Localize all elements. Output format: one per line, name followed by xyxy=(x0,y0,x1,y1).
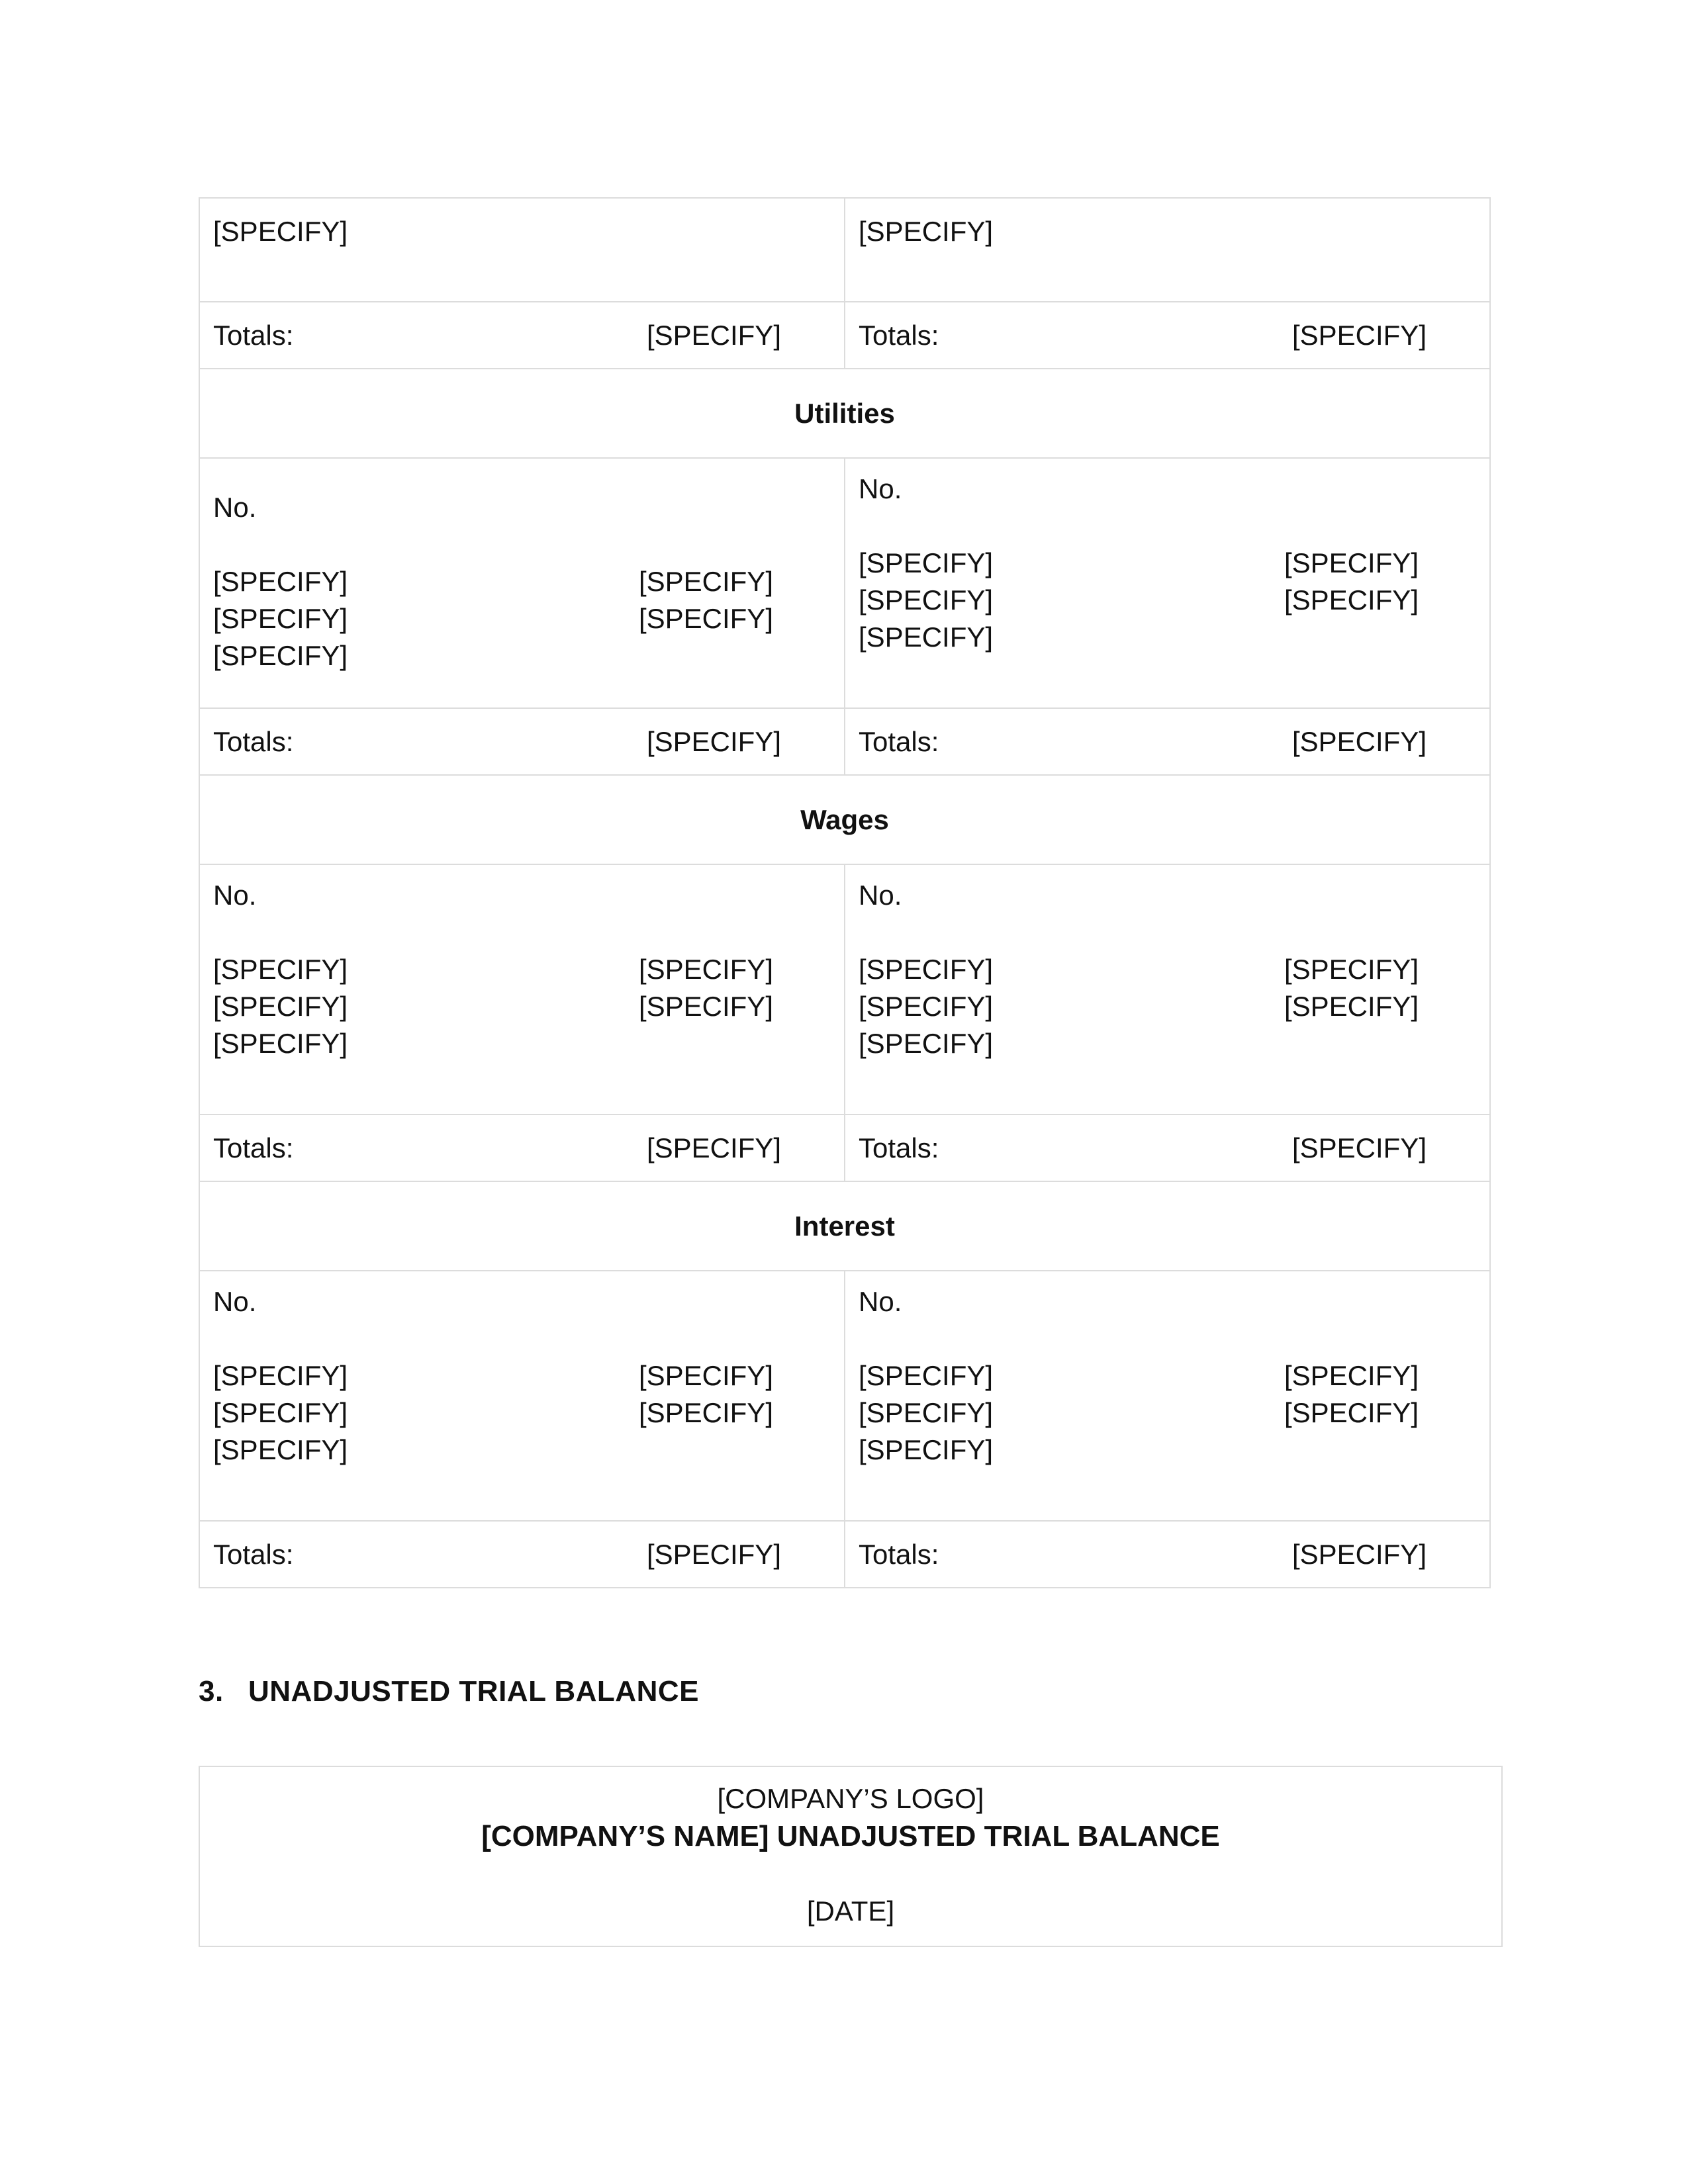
section-header-row xyxy=(199,1181,1490,1271)
trial-balance-header xyxy=(199,1766,1503,1947)
line-amount: [SPECIFY] xyxy=(638,1397,773,1428)
table-row xyxy=(199,458,1490,708)
line-amount: [SPECIFY] xyxy=(638,954,773,985)
trial-balance-title: [COMPANY’S NAME] UNADJUSTED TRIAL BALANCE xyxy=(481,1820,1220,1852)
no-label: No. xyxy=(859,473,902,504)
date-placeholder: [DATE] xyxy=(806,1895,895,1927)
line-item: [SPECIFY] xyxy=(859,954,994,985)
line-item: [SPECIFY] xyxy=(859,1360,994,1391)
no-label: No. xyxy=(213,880,257,911)
line-item: [SPECIFY] xyxy=(213,1434,348,1465)
totals-label: Totals: xyxy=(213,319,294,351)
totals-cell xyxy=(845,708,1490,775)
line-item: [SPECIFY] xyxy=(213,954,348,985)
totals-label: Totals: xyxy=(859,1538,939,1570)
ledger-cell xyxy=(845,458,1490,708)
line-item: [SPECIFY] xyxy=(859,991,994,1022)
section-title-utilities: Utilities xyxy=(199,369,1490,458)
ledger-cell xyxy=(199,1271,845,1521)
line-amount: [SPECIFY] xyxy=(1284,584,1419,615)
totals-cell xyxy=(199,1521,845,1588)
totals-cell xyxy=(845,1115,1490,1181)
section-heading xyxy=(199,1675,699,1708)
line-amount: [SPECIFY] xyxy=(638,991,773,1022)
line-item: [SPECIFY] xyxy=(859,584,994,615)
line-item: [SPECIFY] xyxy=(859,1028,994,1059)
company-logo-placeholder: [COMPANY’S LOGO] xyxy=(717,1783,984,1814)
ledger-cell xyxy=(199,864,845,1115)
totals-cell xyxy=(845,1521,1490,1588)
totals-label: Totals: xyxy=(859,725,939,757)
totals-value: [SPECIFY] xyxy=(646,725,781,757)
line-amount: [SPECIFY] xyxy=(1284,1397,1419,1428)
no-label: No. xyxy=(213,492,257,523)
line-item: [SPECIFY] xyxy=(213,1360,348,1391)
line-item: [SPECIFY] xyxy=(213,566,348,597)
totals-cell xyxy=(199,302,845,369)
line-item: [SPECIFY] xyxy=(859,1434,994,1465)
totals-cell xyxy=(845,302,1490,369)
totals-row xyxy=(199,708,1490,775)
line-item: [SPECIFY] xyxy=(213,603,348,634)
table-row xyxy=(199,864,1490,1115)
ledger-table xyxy=(199,197,1491,1588)
section-header-row xyxy=(199,369,1490,458)
totals-value: [SPECIFY] xyxy=(1291,1538,1427,1570)
totals-value: [SPECIFY] xyxy=(646,1538,781,1570)
line-amount: [SPECIFY] xyxy=(1284,1360,1419,1391)
line-item: [SPECIFY] xyxy=(859,1397,994,1428)
ledger-cell xyxy=(199,458,845,708)
totals-value: [SPECIFY] xyxy=(1291,319,1427,351)
totals-value: [SPECIFY] xyxy=(646,1132,781,1163)
totals-label: Totals: xyxy=(859,319,939,351)
totals-cell xyxy=(199,708,845,775)
line-item: [SPECIFY] xyxy=(859,547,994,578)
totals-label: Totals: xyxy=(213,725,294,757)
line-item: [SPECIFY] xyxy=(213,1028,348,1059)
specify-placeholder: [SPECIFY] xyxy=(859,216,994,247)
line-amount: [SPECIFY] xyxy=(638,603,773,634)
totals-row xyxy=(199,302,1490,369)
no-label: No. xyxy=(859,1286,902,1317)
totals-label: Totals: xyxy=(859,1132,939,1163)
table-row xyxy=(199,198,1490,302)
totals-row xyxy=(199,1115,1490,1181)
section-number: 3. xyxy=(199,1675,224,1707)
line-amount: [SPECIFY] xyxy=(1284,991,1419,1022)
ledger-cell xyxy=(845,198,1490,302)
line-amount: [SPECIFY] xyxy=(1284,954,1419,985)
totals-label: Totals: xyxy=(213,1538,294,1570)
totals-value: [SPECIFY] xyxy=(646,319,781,351)
line-amount: [SPECIFY] xyxy=(638,1360,773,1391)
section-title-interest: Interest xyxy=(199,1181,1490,1271)
ledger-cell xyxy=(845,864,1490,1115)
table-row xyxy=(199,1271,1490,1521)
line-amount: [SPECIFY] xyxy=(638,566,773,597)
totals-row xyxy=(199,1521,1490,1588)
totals-label: Totals: xyxy=(213,1132,294,1163)
totals-cell xyxy=(199,1115,845,1181)
ledger-cell xyxy=(199,198,845,302)
section-title: UNADJUSTED TRIAL BALANCE xyxy=(248,1675,699,1707)
section-header-row xyxy=(199,775,1490,864)
no-label: No. xyxy=(859,880,902,911)
line-item: [SPECIFY] xyxy=(213,1397,348,1428)
line-item: [SPECIFY] xyxy=(213,640,348,671)
totals-value: [SPECIFY] xyxy=(1291,1132,1427,1163)
line-item: [SPECIFY] xyxy=(213,991,348,1022)
ledger-cell xyxy=(845,1271,1490,1521)
line-amount: [SPECIFY] xyxy=(1284,547,1419,578)
specify-placeholder: [SPECIFY] xyxy=(213,216,348,247)
line-item: [SPECIFY] xyxy=(859,621,994,653)
no-label: No. xyxy=(213,1286,257,1317)
totals-value: [SPECIFY] xyxy=(1291,725,1427,757)
section-title-wages: Wages xyxy=(199,775,1490,864)
